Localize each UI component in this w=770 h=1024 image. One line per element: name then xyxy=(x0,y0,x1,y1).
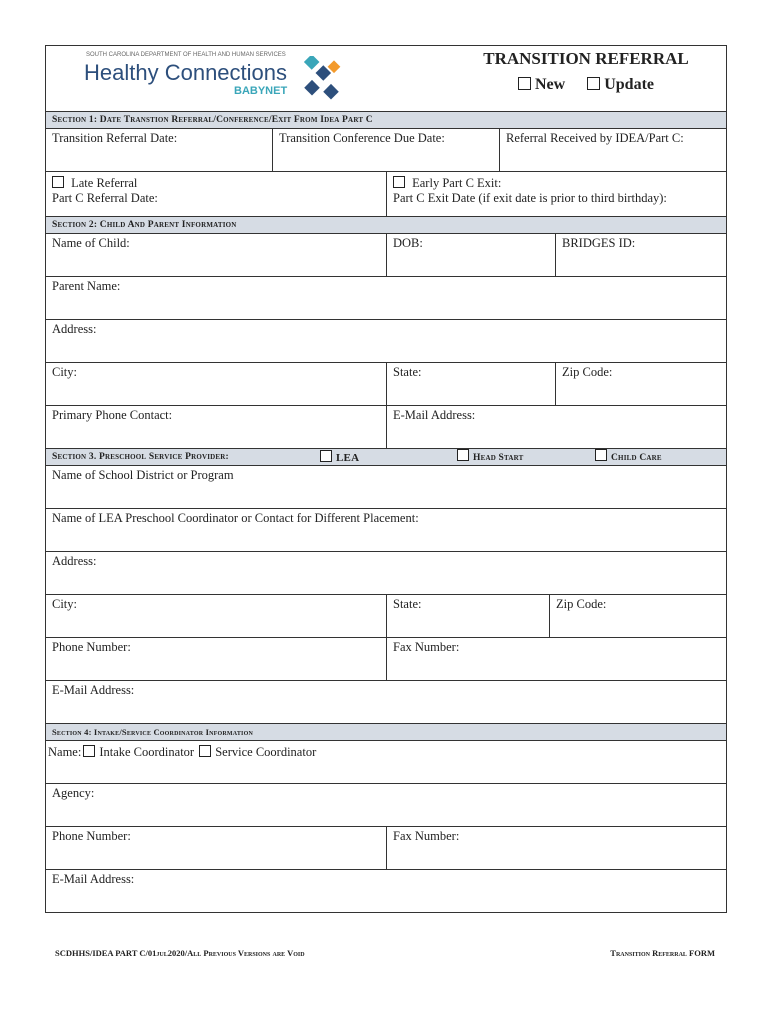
lea-option[interactable] xyxy=(320,450,359,465)
provider-phone-field[interactable]: Phone Number: xyxy=(52,640,131,654)
service-coordinator-label: Service Coordinator xyxy=(215,745,317,759)
early-exit-checkbox[interactable] xyxy=(393,176,405,188)
child-address-field[interactable]: Address: xyxy=(52,322,97,336)
form-header xyxy=(46,46,726,111)
dob-field[interactable]: DOB: xyxy=(386,234,555,276)
title-area xyxy=(446,46,726,111)
bridges-id-field[interactable]: BRIDGES ID: xyxy=(555,234,726,276)
provider-email-field[interactable]: E-Mail Address: xyxy=(52,683,135,697)
lea-label: LEA xyxy=(336,451,360,464)
part-c-exit-date-field[interactable]: Part C Exit Date (if exit date is prior to third birthday): xyxy=(393,191,667,205)
section-3-heading-bar xyxy=(46,448,726,465)
update-option[interactable] xyxy=(587,76,654,94)
section-1-heading: Section 1: Date Transtion Referral/Conference/Exit From Idea Part C xyxy=(46,111,726,128)
service-coordinator-checkbox[interactable] xyxy=(199,745,211,757)
late-referral-cell xyxy=(46,172,386,216)
section-2-heading: Section 2: Child And Parent Information xyxy=(46,216,726,233)
lea-checkbox[interactable] xyxy=(320,450,332,462)
update-label: Update xyxy=(604,76,654,93)
conference-date-field[interactable]: Transition Conference Due Date: xyxy=(272,129,499,171)
referral-received-field[interactable]: Referral Received by IDEA/Part C: xyxy=(499,129,726,171)
late-referral-label: Late Referral xyxy=(71,176,138,190)
footer-form-name: Transition Referral FORM xyxy=(610,948,715,958)
late-referral-checkbox[interactable] xyxy=(52,176,64,188)
coordinator-fax-field[interactable]: Fax Number: xyxy=(386,827,726,869)
head-start-option[interactable] xyxy=(457,449,524,465)
footer-version-note: SCDHHS/IDEA PART C/01jul2020/All Previous Versions are Void xyxy=(55,948,305,958)
logo-name-text: Healthy Connections xyxy=(84,60,288,85)
section-3-heading: Section 3. Preschool Service Provider: xyxy=(52,452,229,462)
provider-state-field[interactable]: State: xyxy=(386,595,549,637)
lea-coordinator-field[interactable]: Name of LEA Preschool Coordinator or Contact for Different Placement: xyxy=(52,511,419,525)
logo-agency-text: SOUTH CAROLINA DEPARTMENT OF HEALTH AND HUMAN SERVICES xyxy=(86,52,286,58)
provider-city-field[interactable]: City: xyxy=(52,597,78,611)
child-care-checkbox[interactable] xyxy=(595,449,607,461)
early-exit-label: Early Part C Exit: xyxy=(412,176,502,190)
coordinator-phone-field[interactable]: Phone Number: xyxy=(52,829,131,843)
new-checkbox[interactable] xyxy=(518,77,531,90)
child-email-field[interactable]: E-Mail Address: xyxy=(386,406,726,448)
parent-name-field[interactable]: Parent Name: xyxy=(52,279,121,293)
provider-address-field[interactable]: Address: xyxy=(52,554,97,568)
primary-phone-field[interactable]: Primary Phone Contact: xyxy=(52,408,173,422)
head-start-label: Head Start xyxy=(473,453,524,463)
logo xyxy=(46,46,446,111)
section-4-heading: Section 4: Intake/Service Coordinator Information xyxy=(46,723,726,740)
agency-field[interactable]: Agency: xyxy=(52,786,95,800)
coordinator-email-field[interactable]: E-Mail Address: xyxy=(52,872,135,886)
coordinator-name-cell xyxy=(46,741,726,783)
referral-date-field[interactable]: Transition Referral Date: xyxy=(52,131,178,145)
provider-fax-field[interactable]: Fax Number: xyxy=(386,638,726,680)
update-checkbox[interactable] xyxy=(587,77,600,90)
transition-referral-form xyxy=(45,45,727,913)
child-care-option[interactable] xyxy=(595,449,662,465)
new-option[interactable] xyxy=(518,76,565,94)
child-state-field[interactable]: State: xyxy=(386,363,555,405)
child-zip-field[interactable]: Zip Code: xyxy=(555,363,726,405)
logo-x-mark-icon xyxy=(304,56,344,102)
new-update-options xyxy=(446,76,726,94)
part-c-referral-date-field[interactable]: Part C Referral Date: xyxy=(52,191,158,205)
child-city-field[interactable]: City: xyxy=(52,365,78,379)
child-care-label: Child Care xyxy=(611,453,662,463)
early-exit-cell xyxy=(386,172,726,216)
intake-coordinator-label: Intake Coordinator xyxy=(99,745,195,759)
school-district-field[interactable]: Name of School District or Program xyxy=(52,468,234,482)
new-label: New xyxy=(535,76,566,93)
child-name-field[interactable]: Name of Child: xyxy=(52,236,130,250)
intake-coordinator-checkbox[interactable] xyxy=(83,745,95,757)
coordinator-name-label: Name: xyxy=(48,745,82,759)
logo-sub-text: BABYNET xyxy=(234,85,288,97)
provider-zip-field[interactable]: Zip Code: xyxy=(549,595,726,637)
form-title: TRANSITION REFERRAL xyxy=(483,49,689,68)
head-start-checkbox[interactable] xyxy=(457,449,469,461)
